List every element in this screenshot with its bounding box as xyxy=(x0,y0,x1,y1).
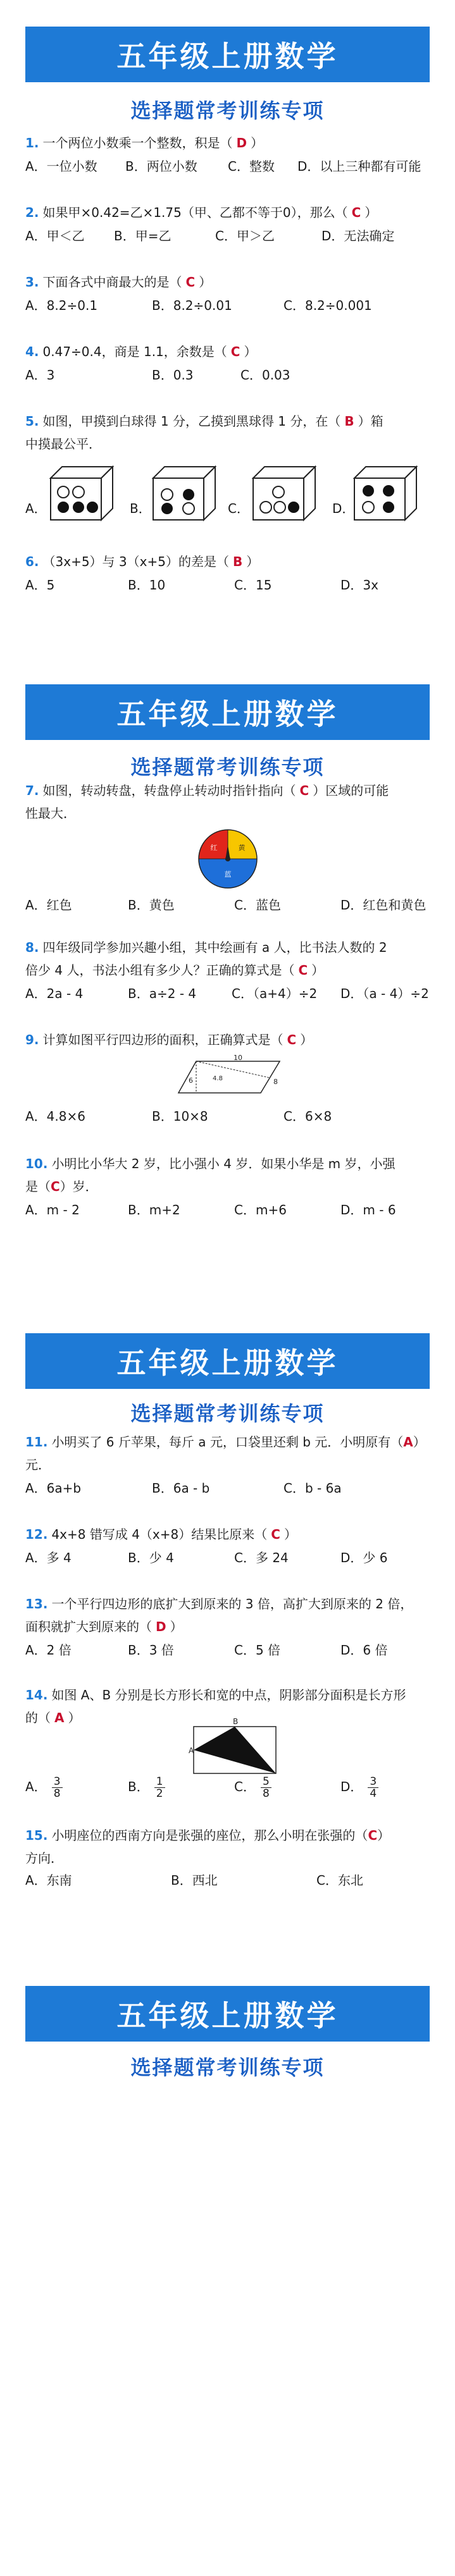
option: C．甲＞乙 xyxy=(215,228,275,243)
question-number: 15. xyxy=(25,1828,48,1843)
banner-subtitle: 选择题常考训练专项 xyxy=(130,1402,325,1426)
option: C．0.03 xyxy=(240,367,290,383)
option: B．黄色 xyxy=(128,897,175,913)
question-tail: ）区域的可能 xyxy=(313,783,389,798)
option: B．a÷2 - 4 xyxy=(128,986,197,1001)
banner-subtitle: 选择题常考训练专项 xyxy=(130,755,325,779)
question-text: （3x+5）与 3（x+5）的差是（ xyxy=(42,554,229,569)
question-number: 14. xyxy=(25,1687,48,1703)
question-tail: ） xyxy=(284,1527,297,1542)
option: A．2 倍 xyxy=(25,1642,72,1658)
answer: C xyxy=(185,274,196,290)
rectangle-shaded-figure xyxy=(187,1717,282,1776)
ball-box-d xyxy=(354,467,418,521)
option: C．m+6 xyxy=(234,1202,287,1217)
answer: B xyxy=(344,414,354,429)
question-text: 如图，甲摸到白球得 1 分，乙摸到黑球得 1 分，在（ xyxy=(42,414,341,429)
question-tail: ） xyxy=(68,1710,81,1725)
answer: D xyxy=(156,1619,166,1634)
label-side: 8 xyxy=(273,1078,278,1086)
label-top: 10 xyxy=(234,1054,242,1062)
question-tail: ） xyxy=(170,1619,183,1634)
option: D．6 倍 xyxy=(340,1642,388,1658)
question-number: 3. xyxy=(25,274,39,290)
option: C．b - 6a xyxy=(284,1481,342,1496)
options-15 xyxy=(25,1870,430,1891)
option: C．8.2÷0.001 xyxy=(284,298,372,313)
question-7 xyxy=(25,779,430,802)
option: B．m+2 xyxy=(128,1202,180,1217)
question-number: 2. xyxy=(25,205,39,220)
question-text: 是（ xyxy=(25,1179,51,1194)
question-3 xyxy=(25,271,430,293)
question-number: 1. xyxy=(25,135,39,151)
question-tail: ） xyxy=(244,344,257,359)
question-8 xyxy=(25,936,430,959)
label-a: A xyxy=(189,1746,194,1755)
option: B．甲=乙 xyxy=(114,228,171,243)
question-text: 下面各式中商最大的是（ xyxy=(42,274,182,290)
option: D．红色和黄色 xyxy=(340,897,427,913)
answer: C xyxy=(298,963,308,978)
answer: D xyxy=(236,135,247,151)
option: C．（a+4）÷2 xyxy=(232,986,318,1001)
option: A． $\frac{3}{8}$ xyxy=(25,1776,63,1799)
option: B．3 倍 xyxy=(128,1642,174,1658)
question-text: 计算如图平行四边形的面积，正确算式是（ xyxy=(42,1032,284,1047)
question-text: 中摸最公平． xyxy=(25,436,101,452)
option: C． $\frac{5}{8}$ xyxy=(234,1776,271,1799)
option: D． xyxy=(332,501,355,516)
options-11 xyxy=(25,1477,430,1499)
question-tail: ） xyxy=(311,963,325,978)
option: A．8.2÷0.1 xyxy=(25,298,98,313)
question-tail: ） xyxy=(365,205,378,220)
question-text: 方向． xyxy=(25,1851,63,1866)
options-13 xyxy=(25,1639,430,1661)
question-tail: ） xyxy=(377,1828,390,1843)
option: A．m - 2 xyxy=(25,1202,80,1217)
option: C．6×8 xyxy=(284,1109,332,1124)
option: A．一位小数 xyxy=(25,159,97,174)
answer: A xyxy=(403,1434,413,1450)
option: A．6a+b xyxy=(25,1481,82,1496)
question-15 xyxy=(25,1824,430,1847)
options-9 xyxy=(25,1106,430,1127)
question-number: 10. xyxy=(25,1156,48,1171)
question-number: 11. xyxy=(25,1434,48,1450)
question-text: 小明买了 6 斤苹果，每斤 a 元，口袋里还剩 b 元．小明原有（ xyxy=(51,1434,404,1450)
option: A．2a - 4 xyxy=(25,986,84,1001)
question-text: 如果甲×0.42=乙×1.75（甲、乙都不等于0），那么（ xyxy=(42,205,348,220)
answer: C xyxy=(271,1527,280,1542)
options-8 xyxy=(25,983,430,1004)
option: B．10 xyxy=(128,577,166,593)
parallelogram-figure xyxy=(177,1054,285,1098)
wheel-label-red: 红 xyxy=(210,844,218,852)
question-1 xyxy=(25,132,430,154)
question-tail: ） xyxy=(251,135,264,151)
option: B．8.2÷0.01 xyxy=(152,298,232,313)
options-4 xyxy=(25,364,430,386)
option: C．蓝色 xyxy=(234,897,281,913)
wheel-label-blue: 蓝 xyxy=(224,870,232,878)
option: D．以上三种都有可能 xyxy=(297,159,421,174)
question-7-line2 xyxy=(25,802,430,825)
banner-subtitle: 选择题常考训练专项 xyxy=(130,99,325,123)
answer: B xyxy=(232,554,243,569)
question-11-line2 xyxy=(25,1453,430,1476)
question-text: 如图，转动转盘，转盘停止转动时指针指向（ xyxy=(42,783,296,798)
answer: A xyxy=(54,1710,65,1725)
options-10 xyxy=(25,1199,430,1221)
question-tail: ） xyxy=(413,1434,426,1450)
option: D．无法确定 xyxy=(321,228,395,243)
option: D．少 6 xyxy=(340,1550,388,1565)
option: D．3x xyxy=(340,577,378,593)
banner-title: 五年级上册数学 xyxy=(25,27,430,82)
option: B．两位小数 xyxy=(125,159,197,174)
answer: C xyxy=(51,1179,60,1194)
answer: C xyxy=(299,783,309,798)
question-15-line2 xyxy=(25,1847,430,1870)
question-2 xyxy=(25,201,430,224)
banner-title: 五年级上册数学 xyxy=(25,684,430,740)
answer: C xyxy=(287,1032,297,1047)
options-2 xyxy=(25,225,430,247)
answer: C xyxy=(230,344,240,359)
ball-box-c xyxy=(253,467,316,521)
question-text: 小明比小华大 2 岁，比小强小 4 岁．如果小华是 m 岁，小强 xyxy=(51,1156,396,1171)
option: B．少 4 xyxy=(128,1550,174,1565)
banner-subtitle: 选择题常考训练专项 xyxy=(130,2055,325,2080)
wheel-label-yellow: 黄 xyxy=(238,844,246,852)
question-tail: ） xyxy=(199,274,212,290)
options-7 xyxy=(25,894,430,916)
option: A．多 4 xyxy=(25,1550,72,1565)
option: A．3 xyxy=(25,367,55,383)
question-11 xyxy=(25,1431,430,1453)
question-number: 8. xyxy=(25,940,39,955)
banner-title: 五年级上册数学 xyxy=(25,1986,430,2042)
question-tail: ）岁． xyxy=(59,1179,98,1194)
question-text: 一个平行四边形的底扩大到原来的 3 倍，高扩大到原来的 2 倍， xyxy=(51,1596,413,1612)
question-text: 面积就扩大到原来的（ xyxy=(25,1619,152,1634)
question-14 xyxy=(25,1684,430,1706)
option: A．甲＜乙 xyxy=(25,228,85,243)
ball-box-b xyxy=(153,467,216,521)
label-height: 6 xyxy=(189,1076,193,1085)
option: C．15 xyxy=(234,577,272,593)
options-12 xyxy=(25,1547,430,1568)
option: B．6a - b xyxy=(152,1481,210,1496)
question-text: 倍少 4 人，书法小组有多少人？正确的算式是（ xyxy=(25,963,295,978)
option: A．东南 xyxy=(25,1873,72,1888)
option: D．m - 6 xyxy=(340,1202,396,1217)
question-number: 5. xyxy=(25,414,39,429)
option: C． xyxy=(228,501,249,516)
option: B．0.3 xyxy=(152,367,194,383)
banner-title: 五年级上册数学 xyxy=(25,1333,430,1389)
options-1 xyxy=(25,156,430,177)
question-8-line2 xyxy=(25,959,430,982)
question-13-line2 xyxy=(25,1615,430,1638)
answer: C xyxy=(368,1828,378,1843)
question-4 xyxy=(25,340,430,363)
question-text: 小明座位的西南方向是张强的座位，那么小明在张强的（ xyxy=(51,1828,368,1843)
question-text: 一个两位小数乘一个整数，积是（ xyxy=(42,135,233,151)
question-10 xyxy=(25,1152,430,1175)
question-tail: ） xyxy=(246,554,259,569)
question-number: 6. xyxy=(25,554,39,569)
question-5-line2 xyxy=(25,433,430,455)
question-9 xyxy=(25,1028,430,1051)
question-number: 12. xyxy=(25,1527,48,1542)
answer: C xyxy=(351,205,361,220)
option: C．整数 xyxy=(228,159,275,174)
label-b: B xyxy=(233,1717,239,1726)
option: A．红色 xyxy=(25,897,72,913)
spinner-wheel xyxy=(197,829,258,889)
option: C．东北 xyxy=(316,1873,363,1888)
option: D． $\frac{3}{4}$ xyxy=(340,1776,378,1799)
ball-box-a xyxy=(51,467,114,521)
option: A．4.8×6 xyxy=(25,1109,85,1124)
label-diagonal: 4.8 xyxy=(213,1075,223,1082)
option: B． $\frac{1}{2}$ xyxy=(128,1776,165,1799)
question-number: 7. xyxy=(25,783,39,798)
question-text: 的（ xyxy=(25,1710,51,1725)
question-tail: ）箱 xyxy=(358,414,383,429)
options-3 xyxy=(25,295,430,316)
question-6 xyxy=(25,550,430,573)
question-5 xyxy=(25,410,430,433)
option: A． xyxy=(25,501,47,516)
option: B．西北 xyxy=(171,1873,218,1888)
option: C．5 倍 xyxy=(234,1642,281,1658)
question-text: 性最大． xyxy=(25,806,76,821)
options-14 xyxy=(25,1776,430,1808)
options-6 xyxy=(25,574,430,596)
question-12 xyxy=(25,1523,430,1546)
option: C．多 24 xyxy=(234,1550,289,1565)
option: A．5 xyxy=(25,577,55,593)
question-text: 如图 A、B 分别是长方形长和宽的中点，阴影部分面积是长方形 xyxy=(51,1687,406,1703)
option: B．10×8 xyxy=(152,1109,208,1124)
question-text: 元． xyxy=(25,1457,51,1472)
question-text: 0.47÷0.4，商是 1.1，余数是（ xyxy=(42,344,227,359)
question-number: 9. xyxy=(25,1032,39,1047)
question-number: 13. xyxy=(25,1596,48,1612)
question-text: 四年级同学参加兴趣小组，其中绘画有 a 人，比书法人数的 2 xyxy=(42,940,387,955)
question-tail: ） xyxy=(300,1032,313,1047)
question-13 xyxy=(25,1593,430,1615)
option: D．（a - 4）÷2 xyxy=(340,986,429,1001)
option: B． xyxy=(130,501,151,516)
question-number: 4. xyxy=(25,344,39,359)
question-text: 4x+8 错写成 4（x+8）结果比原来（ xyxy=(51,1527,268,1542)
question-10-line2 xyxy=(25,1175,430,1198)
